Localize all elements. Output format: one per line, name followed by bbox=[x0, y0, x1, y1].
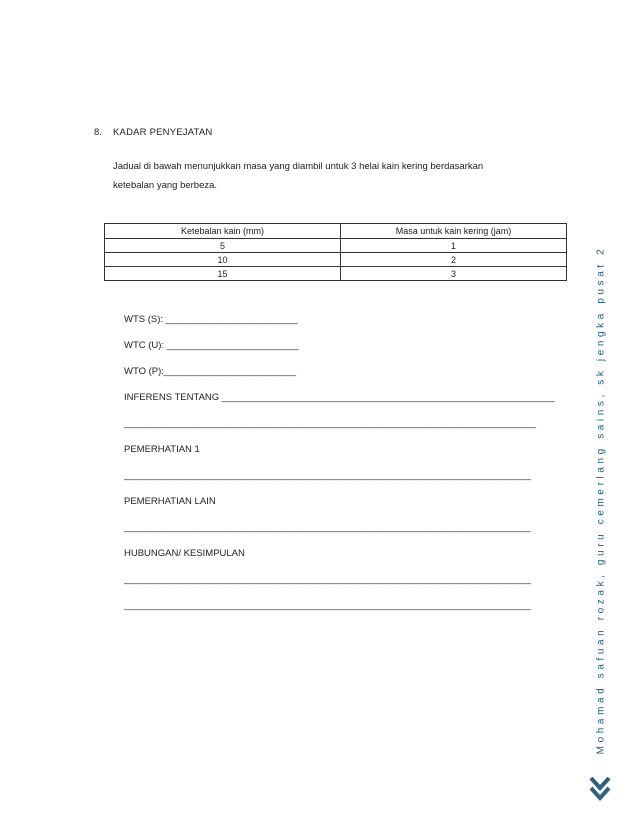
question-intro bbox=[113, 157, 543, 195]
table-header: Masa untuk kain kering (jam) bbox=[341, 224, 567, 239]
table-cell: 2 bbox=[341, 253, 567, 267]
table-row bbox=[105, 253, 567, 267]
wtc-field[interactable]: WTC (U): _________________________ bbox=[124, 340, 299, 351]
wts-field[interactable]: WTS (S): _________________________ bbox=[124, 314, 298, 325]
table-header-row bbox=[105, 224, 567, 239]
side-credit-text: Mohamad safuan rozak, guru cemerlang sains, sk jengka pusat 2 bbox=[595, 245, 607, 755]
table-row bbox=[105, 267, 567, 281]
table-cell: 15 bbox=[105, 267, 341, 281]
question-number: 8. bbox=[94, 127, 102, 138]
hubungan-label: HUBUNGAN/ KESIMPULAN bbox=[124, 548, 245, 559]
intro-line-2: ketebalan yang berbeza. bbox=[113, 180, 218, 191]
pemerhatian-lain-label: PEMERHATIAN LAIN bbox=[124, 496, 216, 507]
answer-fields bbox=[124, 314, 564, 626]
pemerhatian-lain-line[interactable]: _____________________________________________________________________________ bbox=[124, 522, 531, 533]
table-cell: 1 bbox=[341, 239, 567, 253]
table-cell: 3 bbox=[341, 267, 567, 281]
table-row bbox=[105, 239, 567, 253]
pemerhatian-1-label: PEMERHATIAN 1 bbox=[124, 444, 200, 455]
intro-line-1: Jadual di bawah menunjukkan masa yang diambil untuk 3 helai kain kering berdasarkan bbox=[113, 161, 484, 172]
inferens-continuation-line[interactable]: ______________________________________________________________________________ bbox=[124, 418, 537, 429]
hubungan-line-1[interactable]: _____________________________________________________________________________ bbox=[124, 574, 531, 585]
inferens-field[interactable]: INFERENS TENTANG _______________________________________________________________ bbox=[124, 392, 555, 403]
wto-field[interactable]: WTO (P):_________________________ bbox=[124, 366, 297, 377]
data-table bbox=[104, 223, 567, 281]
double-chevron-down-icon bbox=[588, 770, 612, 806]
question-title: KADAR PENYEJATAN bbox=[113, 127, 213, 138]
table-header: Ketebalan kain (mm) bbox=[105, 224, 341, 239]
table-cell: 10 bbox=[105, 253, 341, 267]
hubungan-line-2[interactable]: _____________________________________________________________________________ bbox=[124, 600, 531, 611]
pemerhatian-1-line[interactable]: _____________________________________________________________________________ bbox=[124, 470, 531, 481]
table-cell: 5 bbox=[105, 239, 341, 253]
side-credit bbox=[590, 245, 612, 755]
